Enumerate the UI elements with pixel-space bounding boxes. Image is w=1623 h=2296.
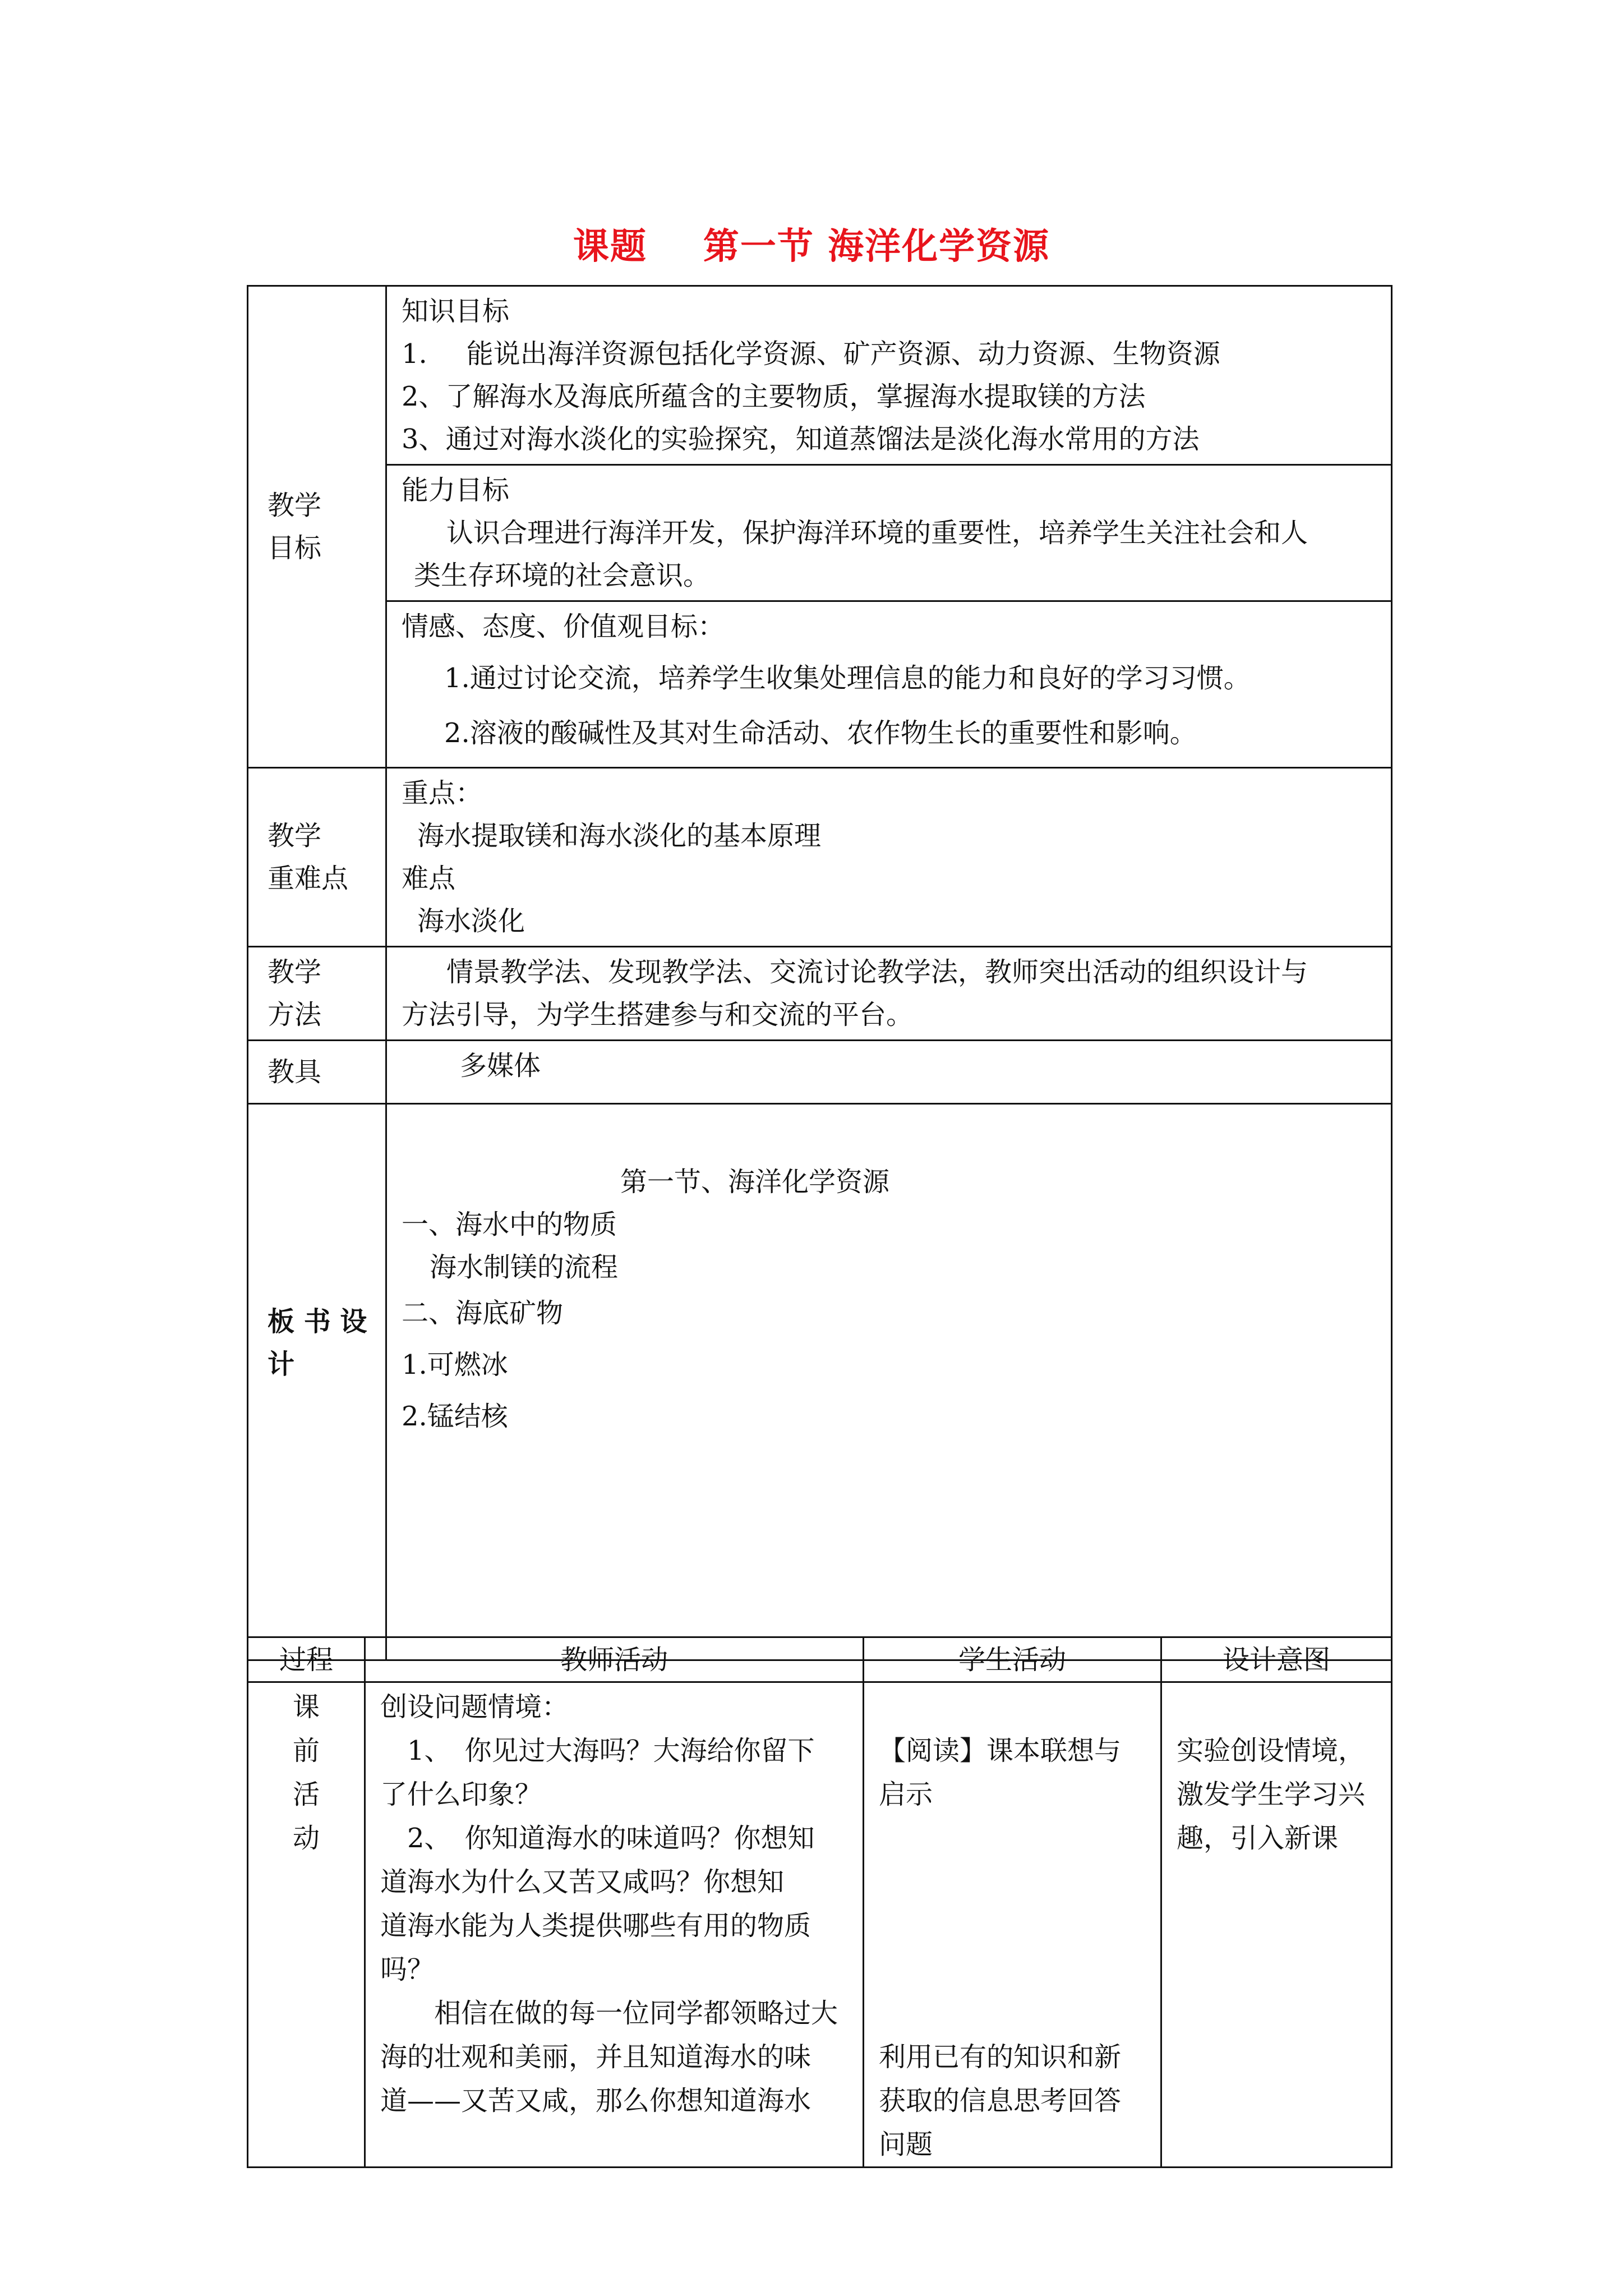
emotion-item-2: 2.溶液的酸碱性及其对生命活动、农作物生长的重要性和影响。 xyxy=(444,717,1197,749)
ability-text-1: 认识合理进行海洋开发，保护海洋环境的重要性，培养学生关注社会和人 xyxy=(446,517,1308,549)
teacher-line: 相信在做的每一位同学都领略过大 xyxy=(380,1998,838,2029)
key-points-label-1: 教学 xyxy=(268,820,322,852)
tools-label: 教具 xyxy=(248,1041,386,1104)
teacher-line: 道——又苦又咸，那么你想知道海水 xyxy=(380,2085,811,2116)
ability-text-2: 类生存环境的社会意识。 xyxy=(414,560,711,591)
board-label-1: 板 书 设 xyxy=(268,1305,367,1337)
header-student: 学生活动 xyxy=(864,1637,1161,1682)
header-teacher: 教师活动 xyxy=(365,1637,864,1682)
knowledge-item-1-text: 能说出海洋资源包括化学资源、矿产资源、动力资源、生物资源 xyxy=(466,338,1220,370)
difficulty-heading: 难点 xyxy=(402,863,456,894)
knowledge-heading: 知识目标 xyxy=(402,296,510,327)
board-label xyxy=(248,1104,386,1660)
teacher-line: 1、 你见过大海吗？大海给你留下 xyxy=(380,1735,815,1766)
board-line-2: 海水制镁的流程 xyxy=(430,1251,619,1283)
board-line-5: 2.锰结核 xyxy=(402,1401,508,1432)
knowledge-item-2: 2、了解海水及海底所蕴含的主要物质，掌握海水提取镁的方法 xyxy=(402,381,1146,412)
process-table xyxy=(247,1636,1393,2168)
intent-line: 趣，引入新课 xyxy=(1177,1823,1339,1854)
board-title: 第一节、海洋化学资源 xyxy=(620,1166,890,1198)
methods-text-2: 方法引导，为学生搭建参与和交流的平台。 xyxy=(402,999,914,1030)
knowledge-item-3: 3、通过对海水淡化的实验探究，知道蒸馏法是淡化海水常用的方法 xyxy=(402,424,1200,455)
intent-line: 激发学生学习兴 xyxy=(1177,1779,1366,1810)
emotion-item-1: 1.通过讨论交流，培养学生收集处理信息的能力和良好的学习习惯。 xyxy=(444,662,1251,694)
student-line: 利用已有的知识和新 xyxy=(879,2041,1122,2073)
methods-text-1: 情景教学法、发现教学法、交流讨论教学法，教师突出活动的组织设计与 xyxy=(446,956,1308,988)
knowledge-item-1 xyxy=(402,333,1385,375)
knowledge-item-1-num: 1. xyxy=(402,338,427,370)
teacher-line: 了什么印象？ xyxy=(380,1779,542,1810)
page-title xyxy=(0,218,1623,269)
teacher-line: 吗？ xyxy=(380,1954,435,1985)
header-intent: 设计意图 xyxy=(1161,1637,1392,1682)
stage-cell xyxy=(248,1682,365,2168)
methods-label-1: 教学 xyxy=(268,956,322,988)
key-points-label-2: 重难点 xyxy=(268,863,349,894)
intent-line: 实验创设情境， xyxy=(1177,1735,1366,1766)
stage-char-3: 活 xyxy=(292,1779,320,1810)
board-line-4: 1.可燃冰 xyxy=(402,1349,508,1381)
student-line: 获取的信息思考回答 xyxy=(879,2085,1122,2116)
key-points-content xyxy=(386,768,1392,947)
lesson-plan-table xyxy=(247,285,1393,1661)
objectives-label-1: 教学 xyxy=(268,490,322,521)
stage-char-1: 课 xyxy=(292,1691,320,1723)
stage-char-4: 动 xyxy=(292,1823,320,1854)
title-prefix: 课题 xyxy=(573,226,647,268)
teacher-line: 道海水能为人类提供哪些有用的物质 xyxy=(380,1910,811,1941)
student-line: 问题 xyxy=(879,2129,933,2160)
ability-objectives xyxy=(386,465,1392,601)
board-label-2: 计 xyxy=(268,1348,295,1380)
student-activity xyxy=(864,1682,1161,2168)
teacher-line: 创设问题情境： xyxy=(380,1691,569,1723)
teacher-line: 海的壮观和美丽，并且知道海水的味 xyxy=(380,2041,811,2073)
methods-content xyxy=(386,947,1392,1041)
objectives-label-2: 目标 xyxy=(268,532,322,564)
methods-label-2: 方法 xyxy=(268,999,322,1030)
tools-content: 多媒体 xyxy=(386,1041,1392,1104)
teacher-line: 道海水为什么又苦又咸吗？你想知 xyxy=(380,1866,785,1898)
title-main: 第一节 海洋化学资源 xyxy=(703,226,1050,268)
teacher-activity xyxy=(365,1682,864,2168)
board-content xyxy=(386,1104,1392,1660)
board-line-3: 二、海底矿物 xyxy=(402,1297,564,1329)
emotion-heading: 情感、态度、价值观目标： xyxy=(402,611,725,642)
student-line: 启示 xyxy=(879,1779,933,1810)
student-line: 【阅读】课本联想与 xyxy=(879,1735,1122,1766)
emotion-objectives xyxy=(386,601,1392,768)
stage-char-2: 前 xyxy=(292,1735,320,1766)
focus-text: 海水提取镁和海水淡化的基本原理 xyxy=(417,820,822,852)
focus-heading: 重点： xyxy=(402,777,483,809)
difficulty-text: 海水淡化 xyxy=(417,905,525,937)
knowledge-objectives xyxy=(386,286,1392,465)
key-points-label xyxy=(248,768,386,947)
ability-heading: 能力目标 xyxy=(402,475,510,506)
board-line-1: 一、海水中的物质 xyxy=(402,1209,617,1240)
design-intent xyxy=(1161,1682,1392,2168)
methods-label xyxy=(248,947,386,1041)
header-stage: 过程 xyxy=(248,1637,365,1682)
teacher-line: 2、 你知道海水的味道吗？你想知 xyxy=(380,1823,815,1854)
objectives-label xyxy=(248,286,386,768)
